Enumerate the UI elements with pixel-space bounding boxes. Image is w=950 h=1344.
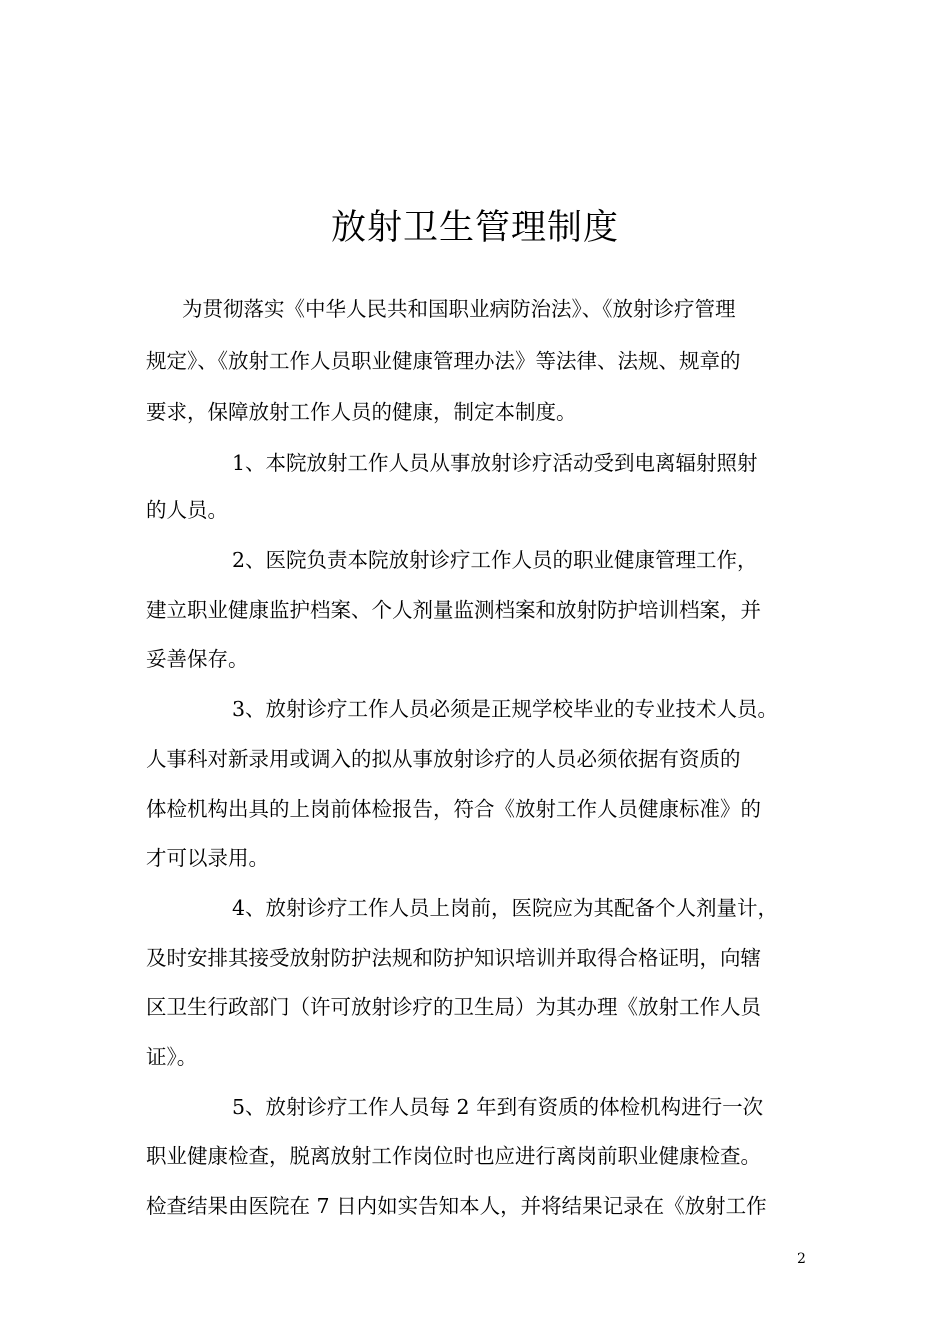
document-title: 放射卫生管理制度 [330, 208, 619, 248]
body-line: 5、放射诊疗工作人员每 2 年到有资质的体检机构进行一次 [232, 1095, 764, 1119]
body-line: 4、放射诊疗工作人员上岗前，医院应为其配备个人剂量计， [232, 896, 779, 920]
page-number: 2 [797, 1251, 806, 1267]
body-line: 为贯彻落实《中华人民共和国职业病防治法》、《放射诊疗管理 [182, 297, 736, 321]
body-line: 3、放射诊疗工作人员必须是正规学校毕业的专业技术人员。 [232, 697, 779, 721]
body-line: 的人员。 [146, 498, 228, 522]
body-line: 1、本院放射工作人员从事放射诊疗活动受到电离辐射照射 [232, 451, 758, 475]
body-line: 体检机构出具的上岗前体检报告，符合《放射工作人员健康标准》的 [146, 797, 761, 821]
body-line: 职业健康检查，脱离放射工作岗位时也应进行离岗前职业健康检查。 [146, 1144, 761, 1168]
body-line: 证》。 [146, 1045, 198, 1069]
body-line: 要求，保障放射工作人员的健康，制定本制度。 [146, 400, 577, 424]
body-line: 建立职业健康监护档案、个人剂量监测档案和放射防护培训档案，并 [146, 598, 761, 622]
body-line: 区卫生行政部门（许可放射诊疗的卫生局）为其办理《放射工作人员 [146, 995, 761, 1019]
body-line: 妥善保存。 [146, 647, 249, 671]
body-line: 2、医院负责本院放射诊疗工作人员的职业健康管理工作， [232, 548, 758, 572]
body-line: 检查结果由医院在 7 日内如实告知本人，并将结果记录在《放射工作 [146, 1194, 767, 1218]
body-line: 人事科对新录用或调入的拟从事放射诊疗的人员必须依据有资质的 [146, 747, 741, 771]
body-line: 才可以录用。 [146, 846, 269, 870]
body-line: 规定》、《放射工作人员职业健康管理办法》等法律、法规、规章的 [146, 349, 741, 373]
body-line: 及时安排其接受放射防护法规和防护知识培训并取得合格证明，向辖 [146, 946, 761, 970]
